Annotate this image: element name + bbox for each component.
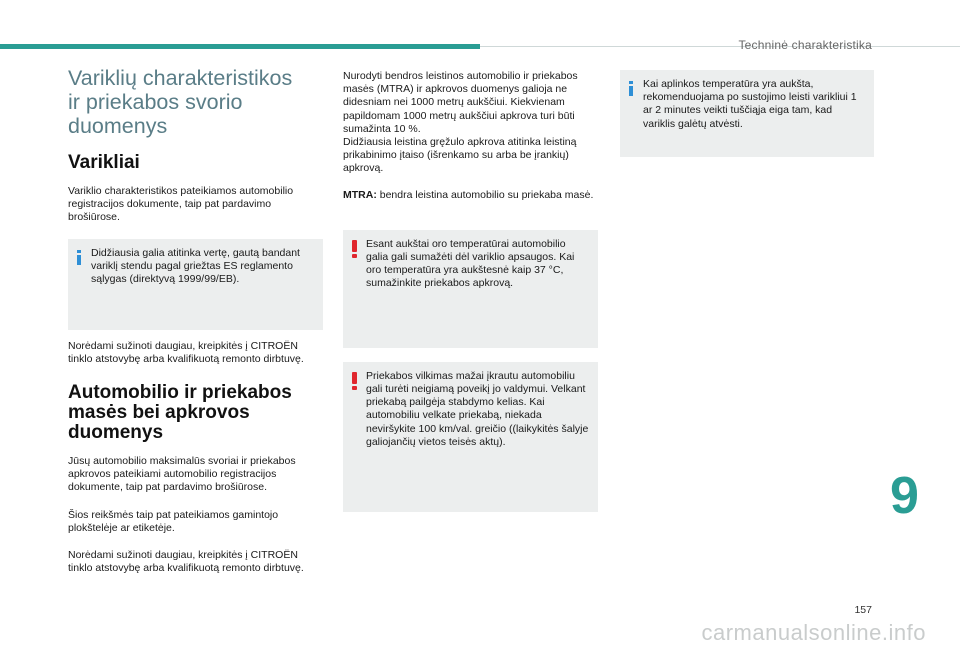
warning-box-high-temperature: Esant aukštai oro temperatūrai automobilio galia gali sumažėti dėl variklio apsaugos. Kai oro temperatūra yra aukštesnė kaip 37 °C, sumažinkite priekabos apkrovą.: [343, 230, 598, 348]
engines-contact-paragraph: Norėdami sužinoti daugiau, kreipkitės į CITROËN tinklo atstovybę arba kvalifikuotą remonto dirbtuvę.: [68, 339, 304, 365]
chapter-number: 9: [890, 467, 919, 525]
column-right: [620, 70, 874, 157]
info-icon: [77, 250, 81, 265]
header-accent-bar: [0, 44, 480, 49]
info-box-engine-cooling: Kai aplinkos temperatūra yra aukšta, rekomenduojama po sustojimo leisti varikliui 1 ar 2 minutes veikti tuščiąja eiga tam, kad variklis galėtų atvėsti.: [620, 70, 874, 157]
page-title: Variklių charakteristikos ir priekabos svorio duomenys: [68, 66, 293, 138]
chapter-header-title: Techninė charakteristika: [738, 38, 872, 52]
warning-box-towing: Priekabos vilkimas mažai įkrautu automobiliu gali turėti neigiamą poveikį jo valdymui. Velkant priekabą pailgėja stabdymo kelias. Kai automobiliu velkate priekabą, niekada neviršykite 100 km/val. greičio ((laikykitės šalyje galiojančių vietos teisės aktų).: [343, 362, 598, 512]
watermark: carmanualsonline.info: [701, 620, 926, 645]
info-box-max-power: Didžiausia galia atitinka vertę, gautą bandant variklį stendu pagal griežtas ES reglamento sąlygas (direktyvą 1999/99/EB).: [68, 239, 323, 330]
column-left: [68, 66, 324, 575]
masses-paragraph-1: Jūsų automobilio maksimalūs svoriai ir priekabos apkrovos pateikiami automobilio registracijos dokumente, taip pat pardavimo brošiūrose.: [68, 455, 296, 494]
masses-contact-paragraph: Norėdami sužinoti daugiau, kreipkitės į CITROËN tinklo atstovybę arba kvalifikuotą remonto dirbtuvę.: [68, 549, 304, 575]
masses-paragraph-2: Šios reikšmės taip pat pateikiamos gamintojo plokštelėje ar etiketėje.: [68, 508, 279, 534]
warning-icon: [352, 372, 357, 389]
info-icon: [629, 81, 633, 96]
section-title-masses: Automobilio ir priekabos masės bei apkrovos duomenys: [68, 382, 292, 444]
mtra-definition: MTRA: bendra leistina automobilio su priekaba masė.: [343, 188, 594, 201]
engines-paragraph: Variklio charakteristikos pateikiamos automobilio registracijos dokumente, taip pat pardavimo brošiūrose.: [68, 185, 294, 224]
header-rule: [480, 46, 960, 47]
warning-icon: [352, 240, 357, 257]
page-number: 157: [854, 604, 872, 616]
column-middle: [343, 70, 599, 512]
mtra-altitude-paragraph: Nurodyti bendros leistinos automobilio ir priekabos masės (MTRA) ir apkrovos duomenys galioja ne didesniam nei 1000 metrų aukščiui. Kiekvienam papildomam 1000 metrų aukščiui apkrova turi būti sumažinta 10 %.: [343, 70, 578, 135]
section-title-engines: Varikliai: [68, 152, 140, 173]
towbar-load-paragraph: Didžiausia leistina gręžulo apkrova atitinka leistiną prikabinimo įtaiso (išrenkamo su arba be įrankių) apkrovą.: [343, 136, 577, 175]
